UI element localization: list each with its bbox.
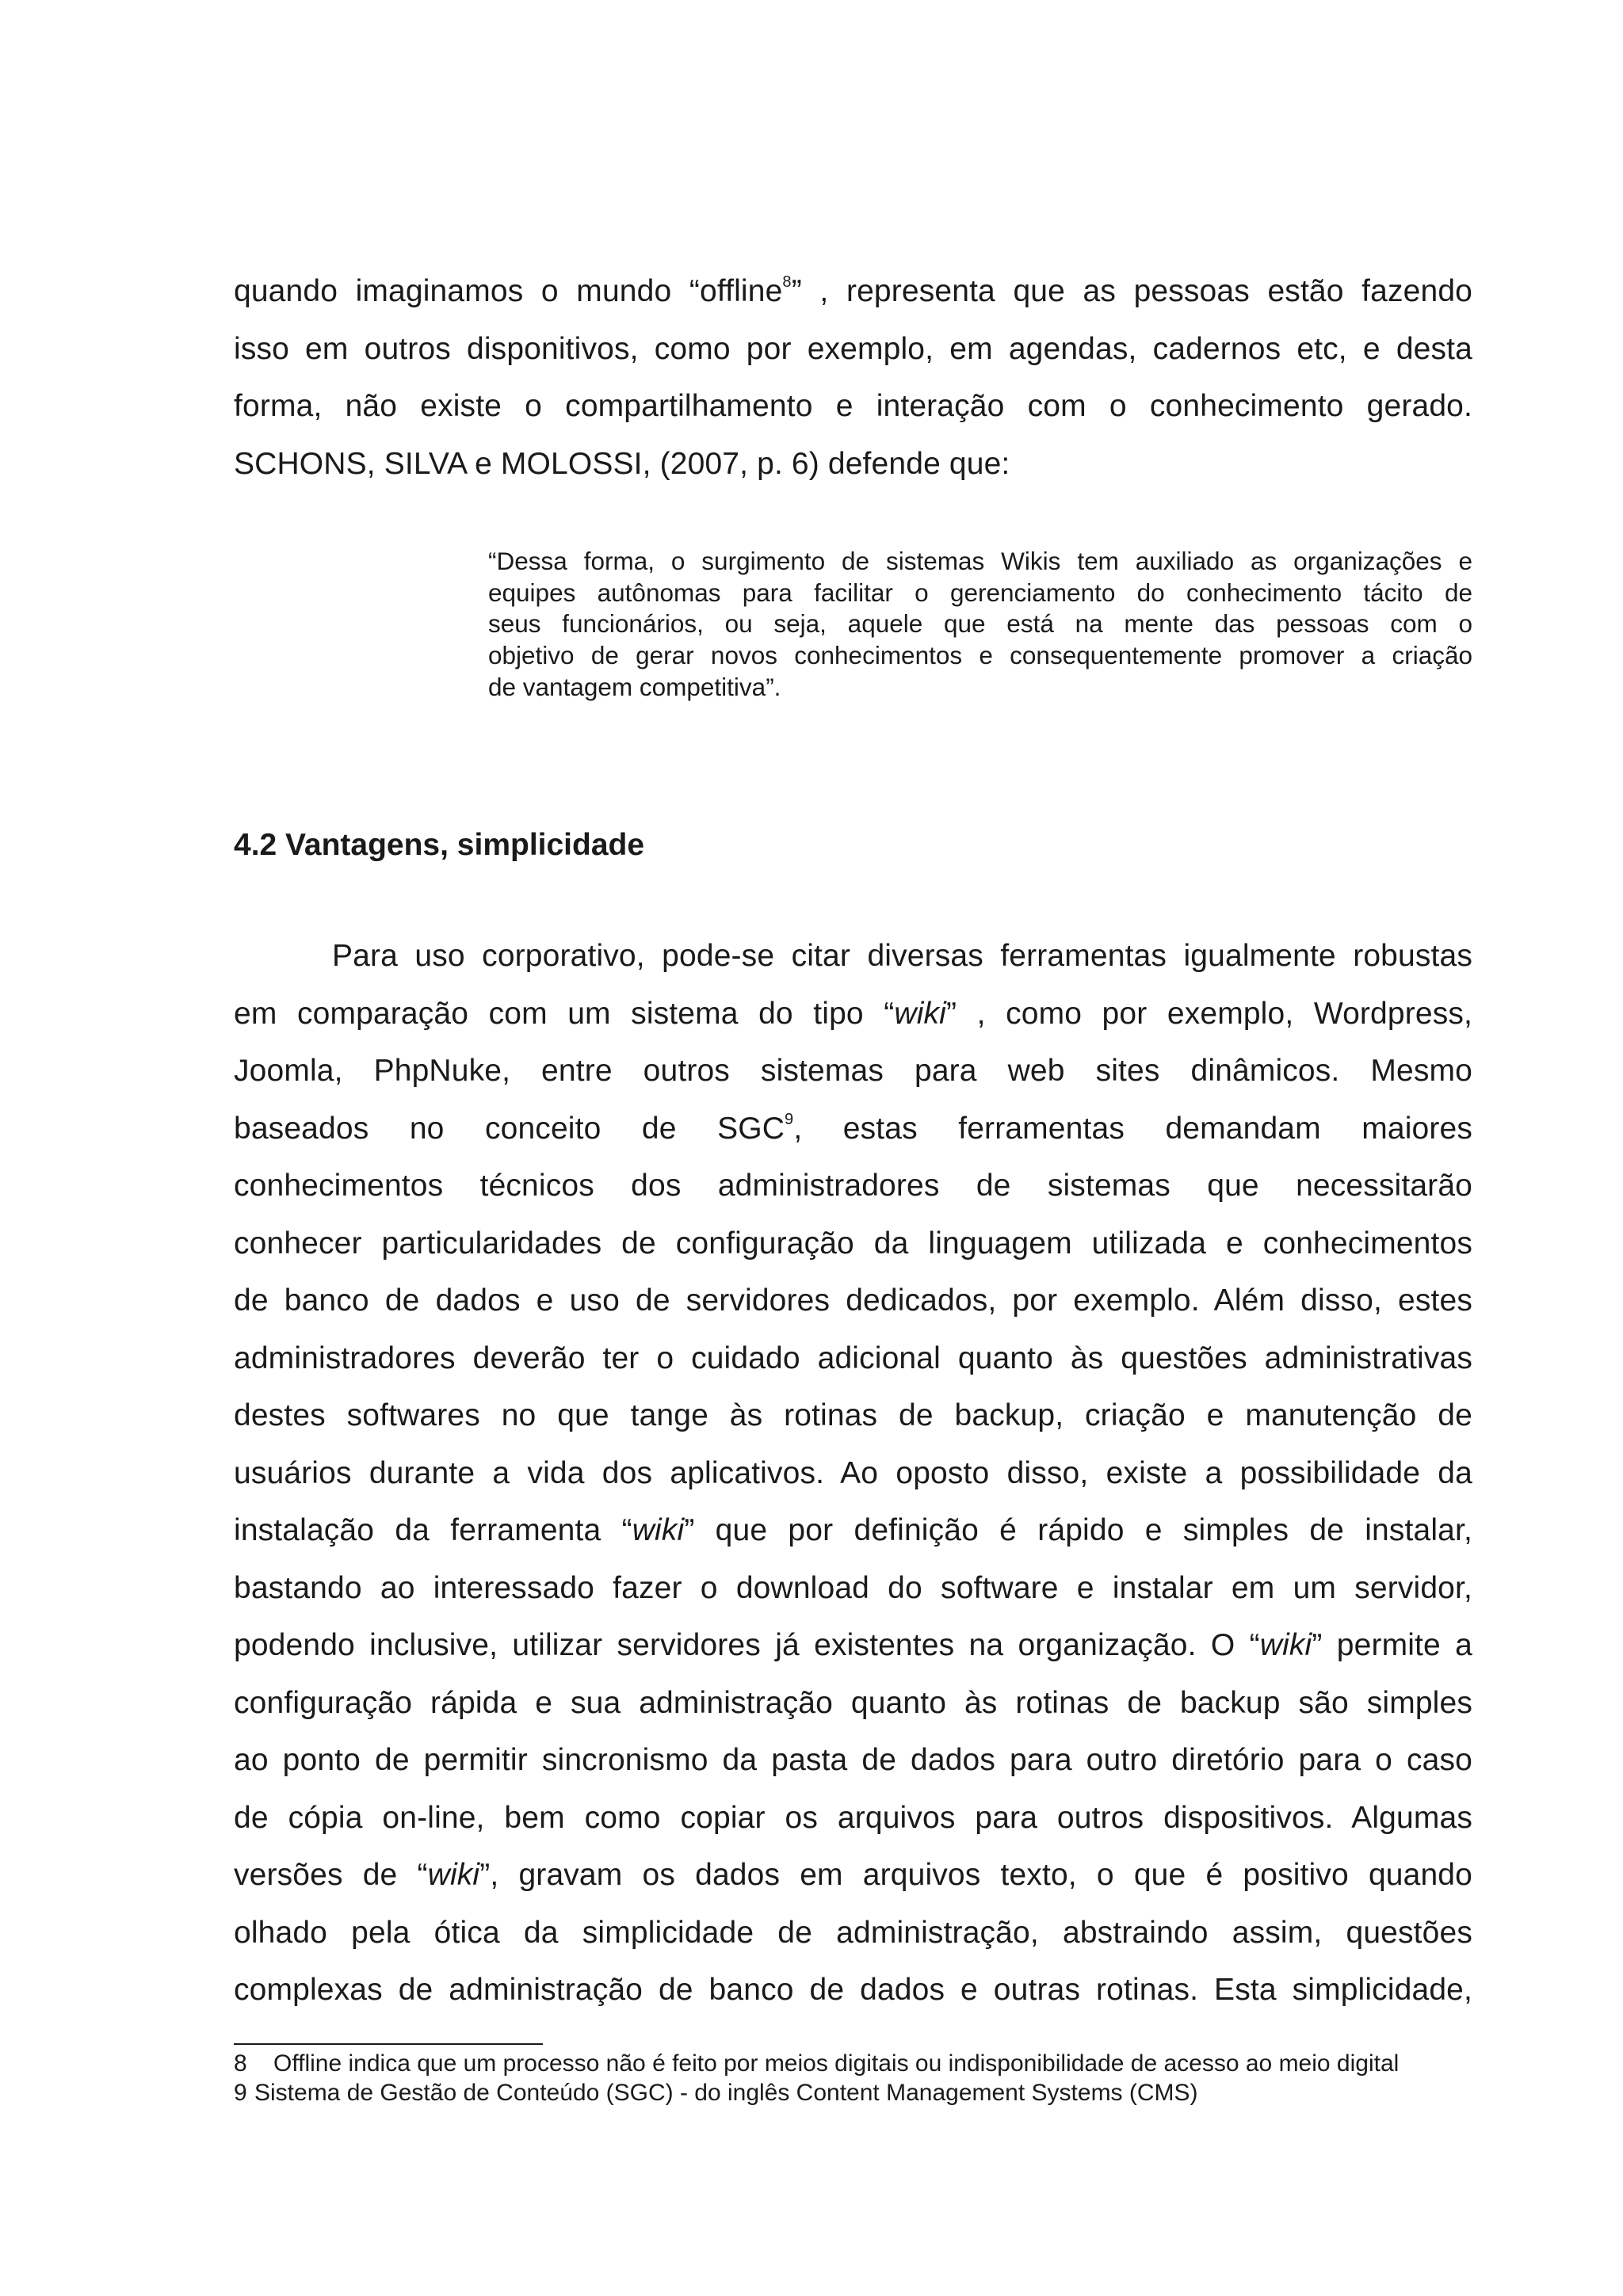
text-run: bastando ao interessado fazer o download do software e instalar em um servidor, [234, 1570, 1472, 1605]
quote-line: “Dessa forma, o surgimento de sistemas Wikis tem auxiliado as organizações e [488, 547, 1472, 575]
text-line [234, 263, 1472, 321]
main-paragraph [234, 928, 1472, 2019]
footnote [234, 2049, 1399, 2078]
footnote-text: Sistema de Gestão de Conteúdo (SGC) - do inglês Content Management Systems (CMS) [254, 2080, 1198, 2106]
footnote-reference: 9 [785, 1110, 794, 1128]
text-run: ”, gravam os dados em arquivos texto, o que é positivo quando [479, 1858, 1472, 1892]
text-run: de banco de dados e uso de servidores dedicados, por exemplo. Além disso, estes [234, 1283, 1472, 1318]
quote-line: objetivo de gerar novos conhecimentos e consequentemente promover a criação [488, 641, 1472, 670]
block-quote [488, 546, 1472, 704]
text-line [234, 1043, 1472, 1100]
text-line [234, 1732, 1472, 1790]
text-run: administradores deverão ter o cuidado adicional quanto às questões administrativas [234, 1341, 1472, 1375]
text-line [234, 1675, 1472, 1733]
italic-term: wiki [1259, 1628, 1312, 1662]
footnote-separator [234, 2043, 543, 2045]
text-run: forma, não existe o compartilhamento e interação com o conhecimento gerado. [234, 389, 1472, 423]
text-run: conhecimentos técnicos dos administradores de sistemas que necessitarão [234, 1169, 1472, 1203]
footnote-number: 8 [234, 2050, 247, 2077]
text-line [234, 1790, 1472, 1848]
text-line [234, 928, 1472, 986]
text-line [234, 378, 1472, 436]
text-run: baseados no conceito de SGC [234, 1111, 785, 1146]
text-line [234, 1158, 1472, 1215]
text-run: Joomla, PhpNuke, entre outros sistemas para web sites dinâmicos. Mesmo [234, 1054, 1472, 1088]
text-run: ao ponto de permitir sincronismo da pasta de dados para outro diretório para o caso [234, 1743, 1472, 1777]
footnote-number: 9 [234, 2080, 247, 2106]
text-run: instalação da ferramenta “ [234, 1513, 632, 1547]
footnote [234, 2078, 1399, 2107]
text-run: ” permite a [1312, 1628, 1472, 1662]
text-line [234, 1387, 1472, 1445]
text-line [234, 1272, 1472, 1330]
text-run: SCHONS, SILVA e MOLOSSI, (2007, p. 6) defende que: [234, 446, 1010, 481]
text-run: olhado pela ótica da simplicidade de administração, abstraindo assim, questões [234, 1915, 1472, 1950]
text-run: ” que por definição é rápido e simples de instalar, [684, 1513, 1472, 1547]
text-line [234, 1962, 1472, 2019]
text-run: conhecer particularidades de configuração da linguagem utilizada e conhecimentos [234, 1226, 1472, 1261]
quote-line: equipes autônomas para facilitar o gerenciamento do conhecimento tácito de [488, 578, 1472, 607]
text-run: podendo inclusive, utilizar servidores já existentes na organização. O “ [234, 1628, 1260, 1662]
text-run: destes softwares no que tange às rotinas de backup, criação e manutenção de [234, 1398, 1472, 1432]
section-heading: 4.2 Vantagens, simplicidade [234, 828, 645, 862]
text-run: complexas de administração de banco de dados e outras rotinas. Esta simplicidade, [234, 1973, 1472, 2007]
text-line [234, 1445, 1472, 1503]
text-run: de cópia on-line, bem como copiar os arquivos para outros dispositivos. Algumas [234, 1800, 1472, 1835]
top-paragraph [234, 263, 1472, 493]
text-line [234, 1560, 1472, 1618]
text-line [234, 1617, 1472, 1675]
text-line [234, 986, 1472, 1043]
text-line [234, 1905, 1472, 1962]
text-run: quando imaginamos o mundo “offline [234, 274, 783, 308]
text-run: em comparação com um sistema do tipo “ [234, 996, 895, 1031]
text-run: , estas ferramentas demandam maiores [793, 1111, 1472, 1146]
quote-line: de vantagem competitiva”. [488, 672, 781, 701]
text-line [234, 1847, 1472, 1905]
text-run: isso em outros disponitivos, como por exemplo, em agendas, cadernos etc, e desta [234, 331, 1472, 366]
text-line [234, 1502, 1472, 1560]
italic-term: wiki [894, 996, 946, 1031]
footnote-reference: 8 [782, 273, 792, 291]
text-line [234, 1100, 1472, 1158]
text-line [234, 1330, 1472, 1388]
footnotes [234, 2049, 1399, 2107]
text-line [234, 321, 1472, 379]
text-line [234, 1215, 1472, 1273]
quote-line: seus funcionários, ou seja, aquele que está na mente das pessoas com o [488, 609, 1472, 639]
text-run: ” , como por exemplo, Wordpress, [945, 996, 1472, 1031]
text-run: versões de “ [234, 1858, 428, 1892]
text-line [234, 436, 1472, 494]
footnote-text: Offline indica que um processo não é feito por meios digitais ou indisponibilidade de acesso ao meio digital [273, 2050, 1400, 2077]
italic-term: wiki [632, 1513, 685, 1547]
text-run: Para uso corporativo, pode-se citar diversas ferramentas igualmente robustas [332, 939, 1472, 973]
italic-term: wiki [427, 1858, 480, 1892]
text-run: configuração rápida e sua administração quanto às rotinas de backup são simples [234, 1685, 1472, 1720]
text-run: usuários durante a vida dos aplicativos. Ao oposto disso, existe a possibilidade da [234, 1455, 1472, 1490]
text-run: ” , representa que as pessoas estão fazendo [791, 274, 1473, 308]
